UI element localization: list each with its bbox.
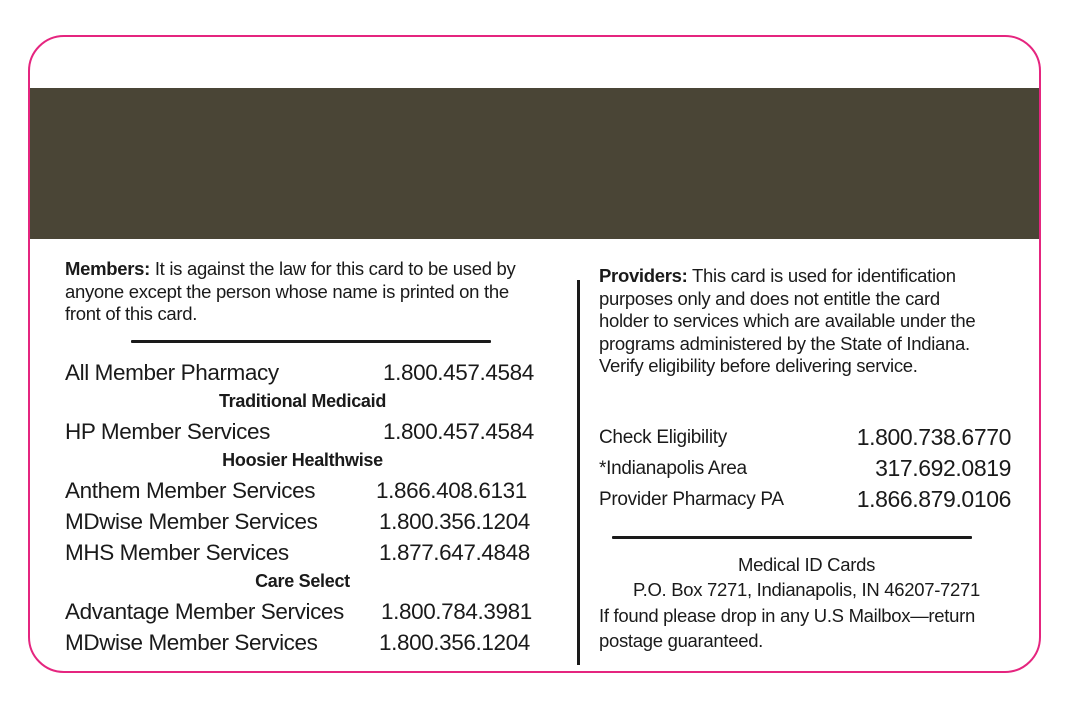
phone-number: 1.800.784.3981	[381, 599, 532, 624]
return-notice-line2: postage guaranteed.	[599, 630, 764, 651]
phone-row	[65, 630, 530, 656]
mailing-name: Medical ID Cards	[737, 554, 876, 575]
providers-divider	[612, 536, 972, 539]
phone-number: 317.692.0819	[875, 455, 1011, 481]
phone-label: Check Eligibility	[599, 427, 727, 448]
magnetic-stripe	[30, 88, 1039, 239]
members-label: Members:	[65, 258, 150, 279]
phone-number: 1.800.356.1204	[379, 509, 530, 534]
phone-number: 1.800.457.4584	[383, 360, 534, 385]
section-heading: Care Select	[255, 571, 350, 591]
phone-row	[65, 599, 532, 625]
phone-row	[65, 509, 530, 535]
phone-label: MDwise Member Services	[65, 630, 318, 655]
phone-row	[65, 419, 534, 445]
provider-phone-row	[599, 486, 1011, 512]
provider-phone-row	[599, 455, 1011, 481]
phone-number: 1.866.879.0106	[856, 486, 1011, 512]
phone-number: 1.800.356.1204	[379, 630, 530, 655]
providers-notice: Providers: This card is used for identification purposes only and does not entitle the card holder to services which are available under the programs administered by the State of Indiana. Verify eligibility before delivering service.	[599, 265, 976, 376]
phone-row	[65, 360, 534, 386]
phone-label: All Member Pharmacy	[65, 360, 279, 385]
phone-number: 1.866.408.6131	[376, 478, 527, 503]
phone-label: MDwise Member Services	[65, 509, 318, 534]
members-notice: Members: It is against the law for this card to be used by anyone except the person whose name is printed on the front of this card.	[65, 258, 516, 324]
provider-phone-row	[599, 424, 1011, 450]
section-heading: Hoosier Healthwise	[222, 450, 383, 470]
phone-label: MHS Member Services	[65, 540, 289, 565]
phone-number: 1.800.738.6770	[856, 424, 1011, 450]
phone-row	[65, 540, 530, 566]
providers-label: Providers:	[599, 265, 688, 286]
phone-label: HP Member Services	[65, 419, 270, 444]
return-notice-line1: If found please drop in any U.S Mailbox—return	[599, 605, 975, 626]
phone-label: *Indianapolis Area	[599, 458, 747, 479]
phone-label: Advantage Member Services	[65, 599, 344, 624]
column-divider	[577, 280, 580, 665]
mailing-address: P.O. Box 7271, Indianapolis, IN 46207-7271	[632, 579, 981, 600]
phone-label: Anthem Member Services	[65, 478, 316, 503]
members-divider	[131, 340, 491, 343]
phone-number: 1.877.647.4848	[379, 540, 530, 565]
phone-number: 1.800.457.4584	[383, 419, 534, 444]
section-heading: Traditional Medicaid	[218, 391, 387, 411]
phone-row	[65, 478, 527, 504]
phone-label: Provider Pharmacy PA	[599, 489, 784, 510]
